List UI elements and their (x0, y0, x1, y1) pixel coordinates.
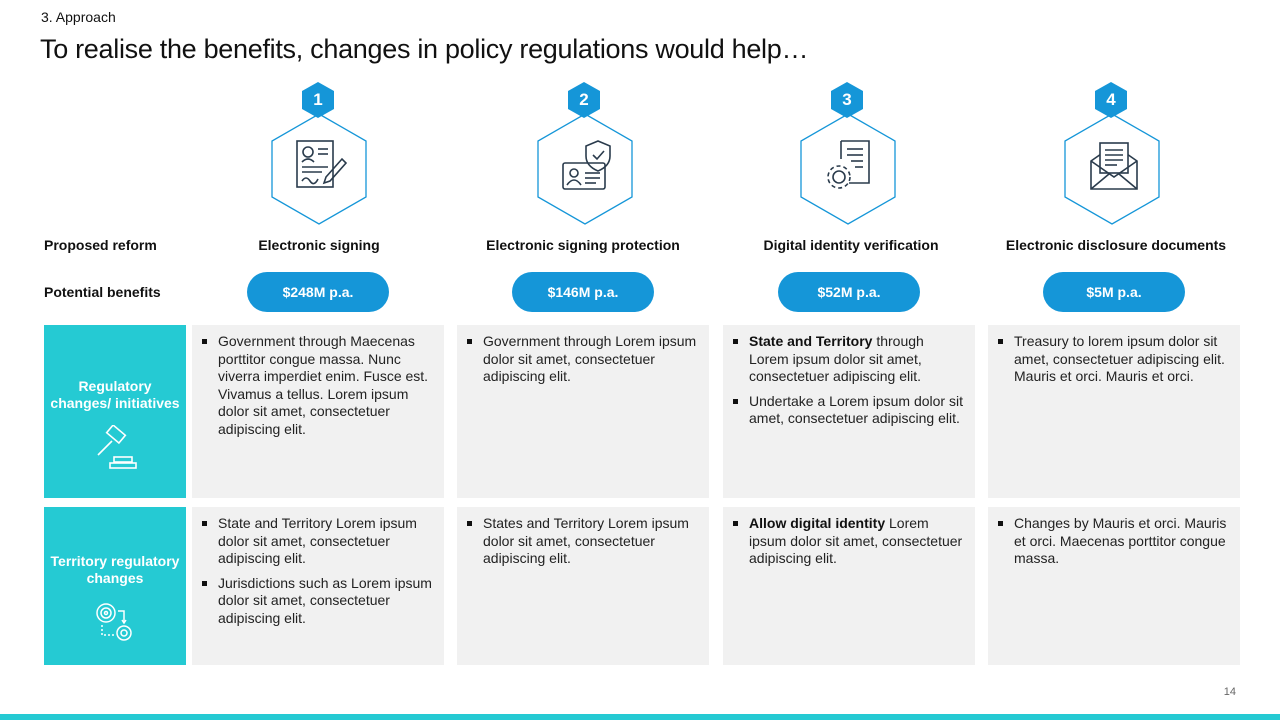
category-label-line1: Territory regulatory (50, 553, 180, 569)
proposed-reform-label: Proposed reform (44, 237, 157, 253)
page-number: 14 (1223, 686, 1236, 698)
cell-regulatory-2 (457, 325, 709, 498)
cell-territory-4 (988, 507, 1240, 665)
benefit-pill-2: $146M p.a. (512, 272, 654, 312)
benefit-pill-3: $52M p.a. (778, 272, 920, 312)
category-label-line2: changes (86, 570, 144, 586)
section-label: 3. Approach (41, 9, 116, 25)
id-card-shield-icon (560, 137, 614, 193)
bullet-item: Treasury to lorem ipsum dolor sit amet, consectetuer adipiscing elit. Mauris et orci. Mauris et orci. (1014, 333, 1230, 386)
benefit-pill-1: $248M p.a. (247, 272, 389, 312)
bullet-item: Government through Lorem ipsum dolor sit amet, consectetuer adipiscing elit. (483, 333, 699, 386)
signed-document-icon (294, 137, 348, 193)
step-number: 2 (579, 90, 589, 109)
step-number: 3 (842, 90, 852, 109)
cell-regulatory-4 (988, 325, 1240, 498)
category-territory-regulatory-changes (44, 507, 186, 665)
benefit-pill-4: $5M p.a. (1043, 272, 1185, 312)
bullet-item: State and Territory Lorem ipsum dolor sit amet, consectetuer adipiscing elit. (218, 515, 434, 568)
bullet-item: States and Territory Lorem ipsum dolor sit amet, consectetuer adipiscing elit. (483, 515, 699, 568)
category-regulatory-changes (44, 325, 186, 498)
document-gear-icon (823, 137, 877, 193)
cell-regulatory-1 (192, 325, 444, 498)
step-number: 4 (1106, 90, 1116, 109)
bullet-item: Jurisdictions such as Lorem ipsum dolor sit amet, consectetuer adipiscing elit. (218, 575, 434, 628)
step-badge-1 (302, 82, 334, 118)
reform-name-4: Electronic disclosure documents (1005, 237, 1227, 253)
category-label-line1: Regulatory (78, 378, 152, 394)
bullet-item: Undertake a Lorem ipsum dolor sit amet, consectetuer adipiscing elit. (749, 392, 963, 427)
bullet-item: Government through Maecenas porttitor congue massa. Nunc viverra imperdiet enim. Fusce est. Vivamus a tellus. Lorem ipsum dolor sit amet, consectetuer adipiscing elit. (218, 333, 434, 439)
reform-name-3: Digital identity verification (763, 237, 939, 253)
reform-name-1: Electronic signing (258, 237, 380, 253)
potential-benefits-label: Potential benefits (44, 284, 161, 300)
page-title: To realise the benefits, changes in policy regulations would help… (40, 34, 809, 64)
reform-name-2: Electronic signing protection (486, 237, 680, 253)
reform-hexagon-4 (1062, 82, 1162, 227)
bullet-item: State and Territory through Lorem ipsum dolor sit amet, consectetuer adipiscing elit. (749, 333, 965, 386)
category-label-line2: changes/ initiatives (50, 395, 180, 411)
step-badge-2 (568, 82, 600, 118)
cell-regulatory-3 (723, 325, 975, 498)
cell-territory-3 (723, 507, 975, 665)
envelope-letter-icon (1087, 137, 1141, 193)
step-number: 1 (313, 90, 323, 109)
bullet-item: Changes by Mauris et orci. Mauris et orci. Maecenas porttitor congue massa. (1014, 515, 1230, 568)
reform-hexagon-1 (269, 82, 369, 227)
cell-territory-1 (192, 507, 444, 665)
reform-hexagon-3 (798, 82, 898, 227)
bottom-accent-bar (0, 714, 1280, 720)
category-label (44, 553, 186, 587)
step-badge-4 (1095, 82, 1127, 118)
bullet-item: Allow digital identity Lorem ipsum dolor sit amet, consectetuer adipiscing elit. (749, 515, 965, 568)
cell-territory-2 (457, 507, 709, 665)
category-label (44, 378, 186, 412)
target-path-icon (92, 601, 138, 647)
step-badge-3 (831, 82, 863, 118)
reform-hexagon-2 (535, 82, 635, 227)
gavel-icon (92, 425, 138, 471)
